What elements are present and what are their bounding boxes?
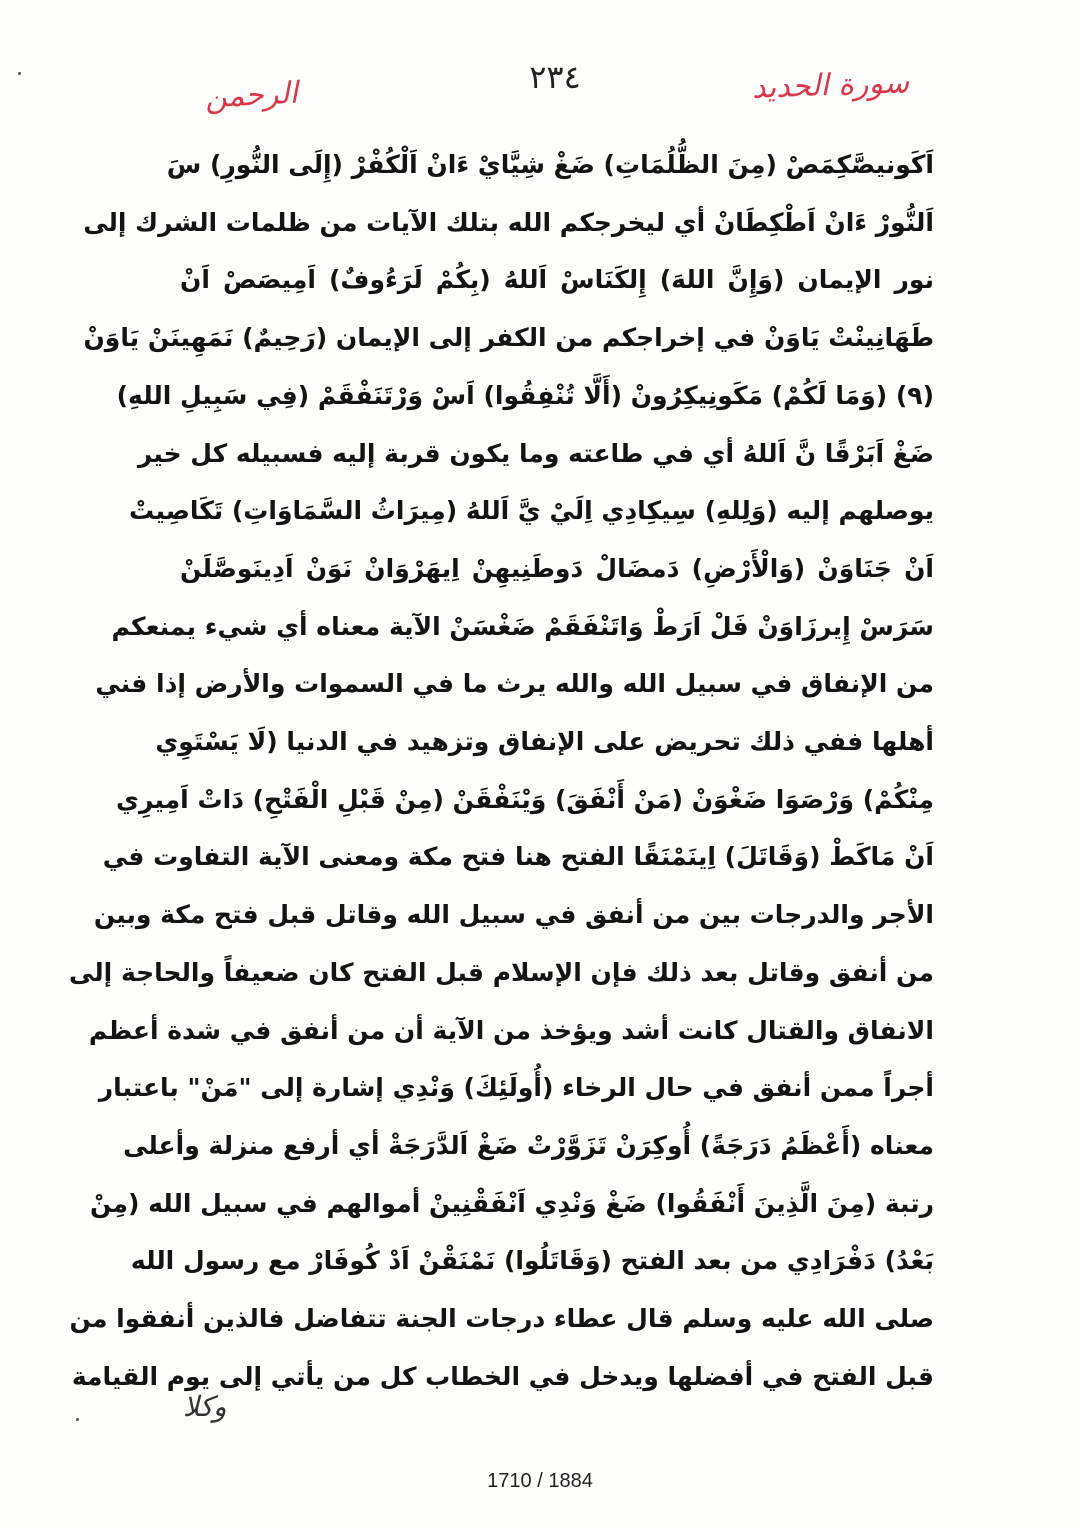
text-line: قبل الفتح في أفضلها ويدخل في الخطاب كل من يأتي إلى يوم القيامة — [71, 1361, 934, 1391]
text-line: طَهَانِينْتْ يَاوَنْ في إخراجكم من الكفر إلى الإيمان (رَحِيمٌ) نَمَهِينَنْ يَاوَنْ — [83, 323, 934, 353]
text-line: صلى الله عليه وسلم قال عطاء درجات الجنة تتفاضل فالذين أنفقوا من — [69, 1304, 934, 1334]
scan-speck — [76, 1418, 79, 1421]
text-line: اَكَونيصَّكِمَصْ (مِنَ الظُّلُمَاتِ) ضَغْ شِيَّايْ ءَانْ اَلْكُفْرْ (إِلَى النُّورِ) سَ — [166, 150, 934, 179]
body-text — [68, 136, 934, 1405]
text-line: (٩) (وَمَا لَكُمْ) مَكَونِيكِرُونْ (أَلَّا تُنْفِقُوا) اَسْ وَرْتَنَفْقَمْ (فِي سَبِيلِ اللهِ) — [116, 380, 934, 410]
page-counter: 1710 / 1884 — [487, 1470, 593, 1492]
page-number: ٢٣٤ — [529, 58, 581, 96]
text-line: سَرَسْ إِيرزَاوَنْ فَلْ اَرَطْ وَاتَنْفَقَمْ ضَغْسَنْ الآية معناه أي شيء يمنعكم — [111, 611, 934, 641]
text-line: من أنفق وقاتل بعد ذلك فإن الإسلام قبل الفتح كان ضعيفاً والحاجة إلى — [68, 957, 934, 987]
text-line: بَعْدُ) دَفْرَادِي من بعد الفتح (وَقَاتَلُوا) نَمْنَقْنْ اَدْ كُوفَارْ مع رسول الله — [130, 1246, 934, 1276]
handwritten-surah-title: سورة الحديد — [751, 65, 910, 106]
text-line: من الإنفاق في سبيل الله والله يرث ما في السموات والأرض إذا فني — [95, 669, 934, 699]
text-line: مِنْكُمْ) وَرْصَوَا ضَغْوَنْ (مَنْ أَنْفَقَ) وَيْنَفْقَنْ (مِنْ قَبْلِ الْفَتْحِ) دَاتْ اَمِيرِي — [116, 784, 934, 814]
text-line: يوصلهم إليه (وَلِلهِ) سِيكِادِي اِلَيْ يَّ اَللهُ (مِيرَاثُ السَّمَاوَاتِ) تَكَاصِيتْ — [129, 496, 934, 526]
text-line: اَلنُّورْ ءَانْ اَطْكِطَانْ أي ليخرجكم الله بتلك الآيات من ظلمات الشرك إلى — [83, 207, 934, 237]
text-line: أهلها ففي ذلك تحريض على الإنفاق وتزهيد في الدنيا (لَا يَسْتَوِي — [155, 727, 934, 757]
text-line: الانفاق والقتال كانت أشد ويؤخذ من الآية أن من أنفق في شدة أعظم — [88, 1015, 934, 1045]
handwritten-margin-note-left: الرحمن — [204, 75, 299, 116]
text-line: ضَغْ اَبَرْقًا نَّ اَللهُ أي في طاعته وما يكون قربة إليه فسبيله كل خير — [137, 438, 934, 468]
text-line: نور الإيمان (وَإِنَّ اللهَ) إِلكَنَاسْ اَللهُ (بِكُمْ لَرَءُوفٌ) اَمِيصَصْ اَنْ — [180, 265, 934, 295]
text-line: أجراً ممن أنفق في حال الرخاء (أُولَئِكَ) وَنْدِي إشارة إلى "مَنْ" باعتبار — [98, 1073, 934, 1103]
text-line: رتبة (مِنَ الَّذِينَ أَنْفَقُوا) ضَغْ وَنْدِي اَنْفَقْنِينْ أموالهم في سبيل الله (مِنْ — [89, 1188, 934, 1218]
text-line: الأجر والدرجات بين من أنفق في سبيل الله وقاتل قبل فتح مكة وبين — [93, 900, 934, 930]
text-line: اَنْ مَاكَطْ (وَقَاتَلَ) اِينَمْنَقًا الفتح هنا فتح مكة ومعنى الآية التفاوت في — [102, 842, 934, 872]
text-line: معناه (أَعْظَمُ دَرَجَةً) أُوكِرَنْ تَزَوَّرْتْ ضَغْ اَلدَّرَجَةْ أي أرفع منزلة وأعلى — [123, 1130, 934, 1160]
handwritten-catchword: وكلا — [183, 1390, 227, 1423]
text-line: اَنْ جَنَاوَنْ (وَالْأَرْضِ) دَمضَالْ دَوطَنِيهِنْ اِيهَرْوَانْ نَوَنْ اَدِينَوصَّلَنْ — [180, 553, 934, 583]
scan-speck — [18, 72, 21, 75]
